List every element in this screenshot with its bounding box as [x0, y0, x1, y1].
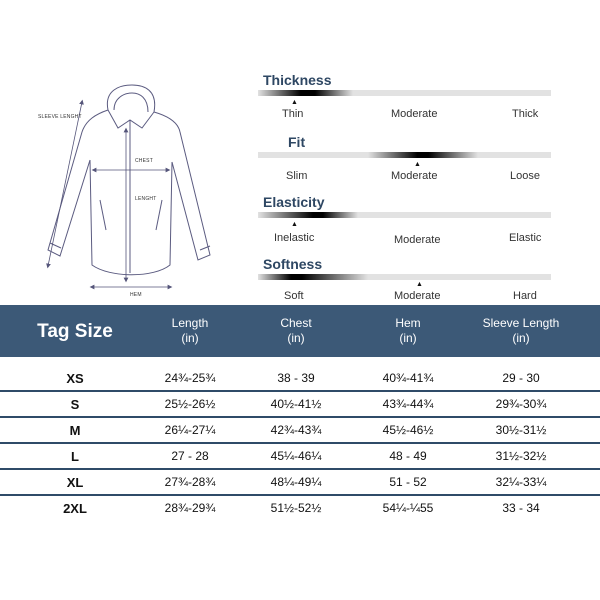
thickness-title: Thickness: [263, 72, 332, 88]
cell-hem: 51 - 52: [389, 475, 427, 489]
header-label: Chest: [280, 316, 312, 330]
fit-scale: [258, 132, 553, 190]
table-row: [0, 444, 600, 470]
cell-tag-size: S: [70, 396, 80, 412]
header-label: Tag Size: [37, 320, 113, 342]
elasticity-option-elastic: Elastic: [509, 232, 542, 244]
hem-label: HEM: [130, 292, 142, 298]
header-unit: (in): [512, 331, 530, 345]
thickness-option-thick: Thick: [512, 108, 539, 120]
fit-option-slim: Slim: [286, 170, 308, 182]
cell-tag-size: XL: [66, 474, 84, 490]
jacket-diagram: [30, 80, 230, 305]
header-label: Hem: [395, 316, 421, 330]
cell-length: 26¼-27¼: [164, 423, 216, 437]
softness-marker-icon: ▲: [416, 281, 423, 288]
cell-chest: 42¾-43¾: [270, 423, 322, 437]
cell-chest: 45¼-46¼: [270, 449, 322, 463]
elasticity-option-moderate: Moderate: [394, 234, 441, 246]
cell-sleeve-length: 30½-31½: [495, 423, 547, 437]
header-length: [130, 305, 250, 357]
elasticity-scale: [258, 192, 553, 250]
cell-hem: 43¾-44¾: [382, 397, 434, 411]
cell-hem: 40¾-41¾: [382, 371, 434, 385]
elasticity-title: Elasticity: [263, 194, 325, 210]
cell-chest: 38 - 39: [277, 371, 315, 385]
cell-length: 28¾-29¾: [164, 501, 216, 515]
fit-marker-icon: ▲: [414, 161, 421, 168]
fit-option-moderate: Moderate: [391, 170, 438, 182]
header-label: Length: [171, 316, 209, 330]
cell-length: 27 - 28: [171, 449, 209, 463]
thickness-marker-icon: ▲: [291, 99, 298, 106]
header-unit: (in): [399, 331, 417, 345]
cell-sleeve-length: 31½-32½: [495, 449, 547, 463]
softness-bar: [258, 274, 551, 280]
thickness-scale: [258, 70, 553, 128]
header-label: Sleeve Length: [482, 316, 560, 330]
header-hem: [348, 305, 468, 357]
sleeve-length-label: SLEEVE LENGHT: [38, 114, 82, 120]
cell-tag-size: L: [71, 448, 79, 464]
cell-tag-size: 2XL: [63, 500, 87, 516]
cell-hem: 54¼-¼55: [382, 501, 434, 515]
header-chest: [236, 305, 356, 357]
cell-hem: 48 - 49: [389, 449, 427, 463]
header-unit: (in): [287, 331, 305, 345]
cell-sleeve-length: 33 - 34: [502, 501, 540, 515]
cell-length: 25½-26½: [164, 397, 216, 411]
thickness-option-moderate: Moderate: [391, 108, 438, 120]
table-row: [0, 366, 600, 392]
cell-chest: 48¼-49¼: [270, 475, 322, 489]
table-row: [0, 392, 600, 418]
softness-option-hard: Hard: [513, 290, 537, 302]
fit-title: Fit: [288, 134, 306, 150]
elasticity-bar: [258, 212, 551, 218]
table-row: [0, 418, 600, 444]
thickness-option-thin: Thin: [282, 108, 304, 120]
cell-sleeve-length: 29 - 30: [502, 371, 540, 385]
softness-option-soft: Soft: [284, 290, 304, 302]
cell-length: 24¾-25¾: [164, 371, 216, 385]
elasticity-option-inelastic: Inelastic: [274, 232, 315, 244]
elasticity-marker-icon: ▲: [291, 221, 298, 228]
table-row: [0, 470, 600, 496]
softness-title: Softness: [263, 256, 323, 272]
table-header-row: [0, 305, 600, 357]
length-label: LENGHT: [135, 196, 157, 202]
cell-tag-size: XS: [66, 370, 84, 386]
cell-tag-size: M: [69, 422, 81, 438]
cell-hem: 45½-46½: [382, 423, 434, 437]
fit-bar: [258, 152, 551, 158]
header-sleeve-length: [455, 305, 587, 357]
fit-option-loose: Loose: [510, 170, 540, 182]
cell-sleeve-length: 29¾-30¾: [495, 397, 547, 411]
cell-chest: 40½-41½: [270, 397, 322, 411]
softness-option-moderate: Moderate: [394, 290, 441, 302]
cell-length: 27¾-28¾: [164, 475, 216, 489]
header-unit: (in): [181, 331, 199, 345]
thickness-bar: [258, 90, 551, 96]
cell-sleeve-length: 32¼-33¼: [495, 475, 547, 489]
header-tag-size: [0, 305, 150, 357]
softness-scale: [258, 254, 553, 306]
cell-chest: 51½-52½: [270, 501, 322, 515]
table-row: [0, 496, 600, 522]
chest-label: CHEST: [135, 158, 153, 164]
